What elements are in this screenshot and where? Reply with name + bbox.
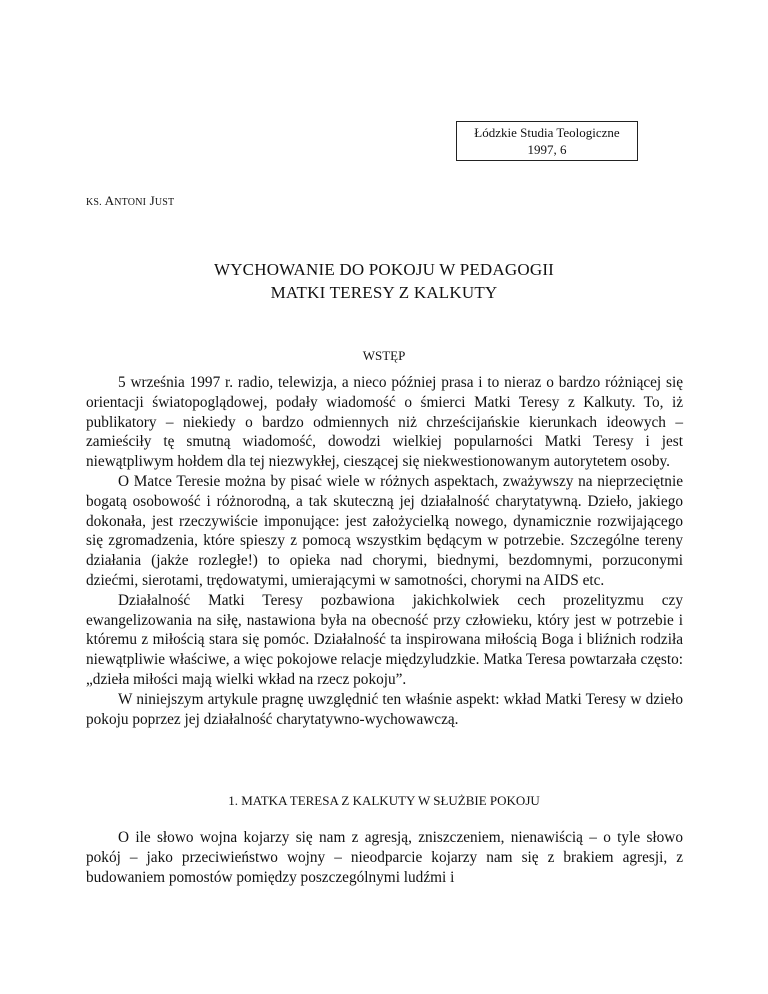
- section-1-paragraph-1: O ile słowo wojna kojarzy się nam z agresją, zniszczeniem, nienawiścią – o tyle słowo pokój – jako przeciwieństwo wojny – nieodparcie kojarzy nam się z brakiem agresji, z budowaniem pomostów pomiędzy poszczególnymi ludźmi i: [86, 829, 683, 886]
- author-name: ANTONI JUST: [104, 193, 175, 208]
- journal-name: Łódzkie Studia Teologiczne: [474, 125, 620, 140]
- intro-body: [86, 373, 683, 729]
- author-prefix: KS.: [86, 197, 102, 208]
- journal-citation-box: [456, 121, 638, 161]
- intro-paragraph-2: O Matce Teresie można by pisać wiele w różnych aspektach, zważywszy na nieprzeciętnie bogatą osobowość i różnorodną, a tak skuteczną jej działalność charytatywną. Dzieło, jakiego dokonała, jest rzeczywiście imponujące: jest założycielką nowego, dynamicznie rozwijającego się zgromadzenia, które spieszy z pomocą wszystkim będącym w potrzebie. Szczególne tereny działania (jakże rozległe!) to opieka nad chorymi, biednymi, bezdomnymi, porzuconymi dziećmi, sierotami, trędowatymi, umierającymi w samotności, chorymi na AIDS etc.: [86, 472, 683, 589]
- author-line: [86, 193, 174, 209]
- section-1-body: [86, 828, 683, 887]
- section-1-heading: 1. MATKA TERESA Z KALKUTY W SŁUŻBIE POKOJU: [228, 793, 540, 808]
- intro-heading: WSTĘP: [362, 348, 406, 363]
- journal-issue: 1997, 6: [527, 142, 567, 157]
- intro-paragraph-3: Działalność Matki Teresy pozbawiona jakichkolwiek cech prozelityzmu czy ewangelizowania na siłę, nastawiona była na obecność przy człowieku, który jest w potrzebie i któremu z miłością stara się pomóc. Działalność ta inspirowana miłością Boga i bliźnich rodziła niewątpliwie właściwe, a więc pokojowe relacje międzyludzkie. Matka Teresa powtarzała często: „dzieła miłości mają wielki wkład na rzecz pokoju”.: [86, 591, 683, 688]
- intro-paragraph-4: W niniejszym artykule pragnę uwzględnić ten właśnie aspekt: wkład Matki Teresy w dzieło pokoju poprzez jej działalność charytatywno-wychowawczą.: [86, 690, 683, 728]
- intro-paragraph-1: 5 września 1997 r. radio, telewizja, a nieco później prasa i to nieraz o bardzo różniącej się orientacji światopoglądowej, podały wiadomość o śmierci Matki Teresy z Kalkuty. To, iż publikatory – niekiedy o bardzo odmiennych niż chrześcijańskie kierunkach ideowych – zamieściły tę smutną wiadomość, dowodzi wielkiej popularności Matki Teresy i jest niewątpliwym hołdem dla tej niezwykłej, cieszącej się niekwestionowanym autorytetem osoby.: [86, 374, 683, 471]
- title-line-1: WYCHOWANIE DO POKOJU W PEDAGOGII: [213, 260, 555, 279]
- title-line-2: MATKI TERESY Z KALKUTY: [270, 283, 498, 302]
- article-title: [0, 258, 768, 304]
